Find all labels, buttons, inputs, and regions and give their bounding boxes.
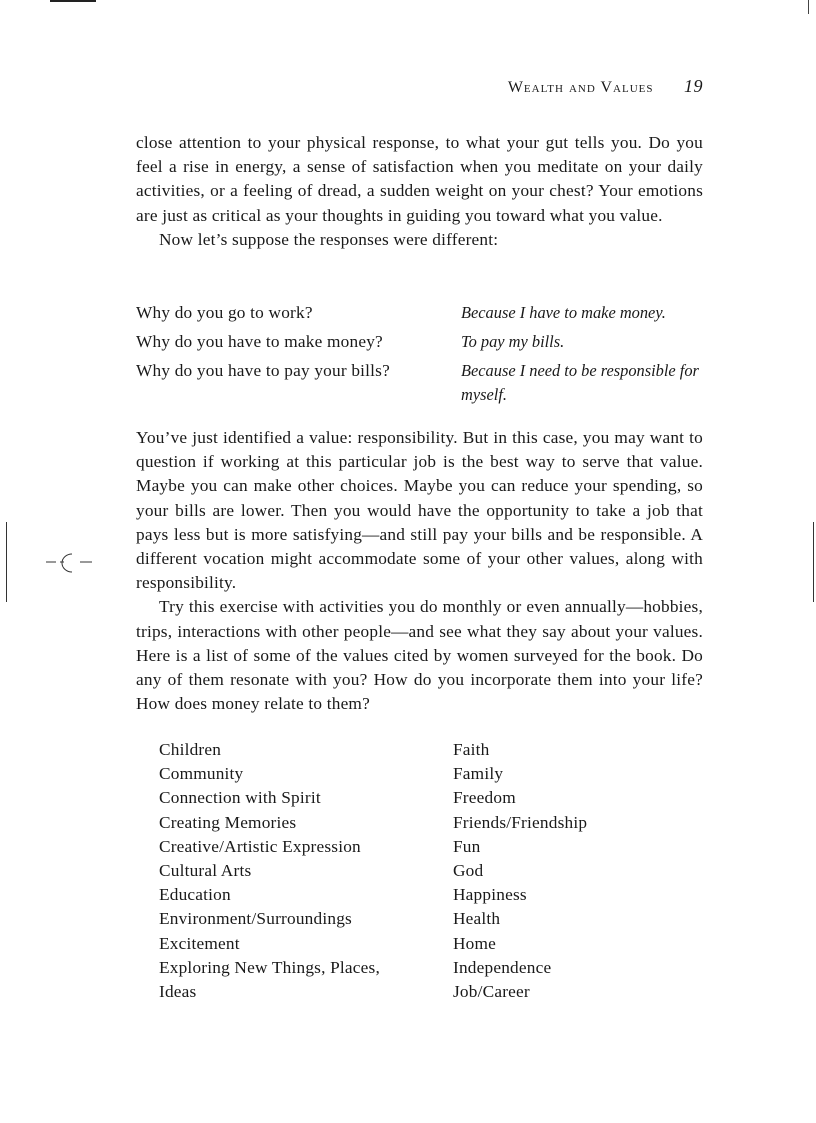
qa-question: Why do you have to make money? xyxy=(136,332,383,351)
crop-mark-right xyxy=(813,522,814,602)
value-item: Home xyxy=(453,933,497,953)
qa-answer: To pay my bills. xyxy=(461,332,565,351)
qa-row xyxy=(136,359,703,407)
values-column-2 xyxy=(453,738,679,1004)
values-column-1 xyxy=(159,738,453,1004)
qa-answer: Because I need to be responsible for myself. xyxy=(461,361,699,404)
value-item: Education xyxy=(159,885,231,905)
values-list xyxy=(159,738,679,1004)
value-item: Exploring New Things, Places, xyxy=(159,957,380,977)
qa-question: Why do you go to work? xyxy=(136,303,313,322)
qa-answer: Because I have to make money. xyxy=(461,303,666,322)
value-item: Environment/Surroundings xyxy=(159,909,352,929)
crop-mark-top-right xyxy=(808,0,809,14)
paragraph-1: close attention to your physical response, to what your gut tells you. Do you feel a rise in energy, a sense of satisfaction when you meditate on your daily activities, or a feeling of dread, a sudden weight on your chest? Your emotions are just as critical as your thoughts in guiding you toward what you value. xyxy=(136,133,703,225)
value-item: Community xyxy=(159,764,244,784)
paragraph-2: Now let’s suppose the responses were different: xyxy=(159,229,499,249)
value-item: Fun xyxy=(453,836,481,856)
text-block-top xyxy=(136,131,703,252)
value-item: Cultural Arts xyxy=(159,861,252,881)
value-item: Creating Memories xyxy=(159,812,297,832)
value-item: Friends/Friendship xyxy=(453,812,588,832)
value-item: Health xyxy=(453,909,501,929)
value-item: Faith xyxy=(453,740,490,759)
value-item: Ideas xyxy=(159,982,197,1002)
crop-mark-left xyxy=(6,522,7,602)
running-head-title: Wealth and Values xyxy=(507,79,654,96)
crop-mark-top xyxy=(50,0,96,2)
paragraph-3: You’ve just identified a value: responsibility. But in this case, you may want to question if working at this particular job is the best way to serve that value. Maybe you can make other choices. Maybe you can reduce your spending, so your bills are lower. Then you would have the opportunity to take a job that pays less but is more satisfying—and still pay your bills and be responsible. A different vocation might accommodate some of your other values, along with responsibility. xyxy=(136,428,703,593)
qa-question: Why do you have to pay your bills? xyxy=(136,361,390,380)
value-item: Job/Career xyxy=(453,982,530,1002)
registration-mark-icon xyxy=(46,548,100,578)
value-item: Freedom xyxy=(453,788,516,808)
value-item: Connection with Spirit xyxy=(159,788,321,808)
page-number: 19 xyxy=(684,76,703,96)
value-item: Creative/Artistic Expression xyxy=(159,836,361,856)
value-item: Family xyxy=(453,764,504,784)
running-head xyxy=(136,76,703,97)
value-item: God xyxy=(453,861,484,881)
value-item: Children xyxy=(159,740,222,759)
value-item: Excitement xyxy=(159,933,240,953)
qa-row xyxy=(136,330,703,354)
text-block-middle xyxy=(136,426,703,716)
value-item: Happiness xyxy=(453,885,527,905)
value-item: Independence xyxy=(453,957,552,977)
paragraph-4: Try this exercise with activities you do monthly or even annually—hobbies, trips, interactions with other people—and see what they say about your values. Here is a list of some of the values cited by women surveyed for the book. Do any of them resonate with you? How do you incorporate them into your life? How does money relate to them? xyxy=(136,597,703,714)
qa-table xyxy=(136,301,703,412)
qa-row xyxy=(136,301,703,325)
